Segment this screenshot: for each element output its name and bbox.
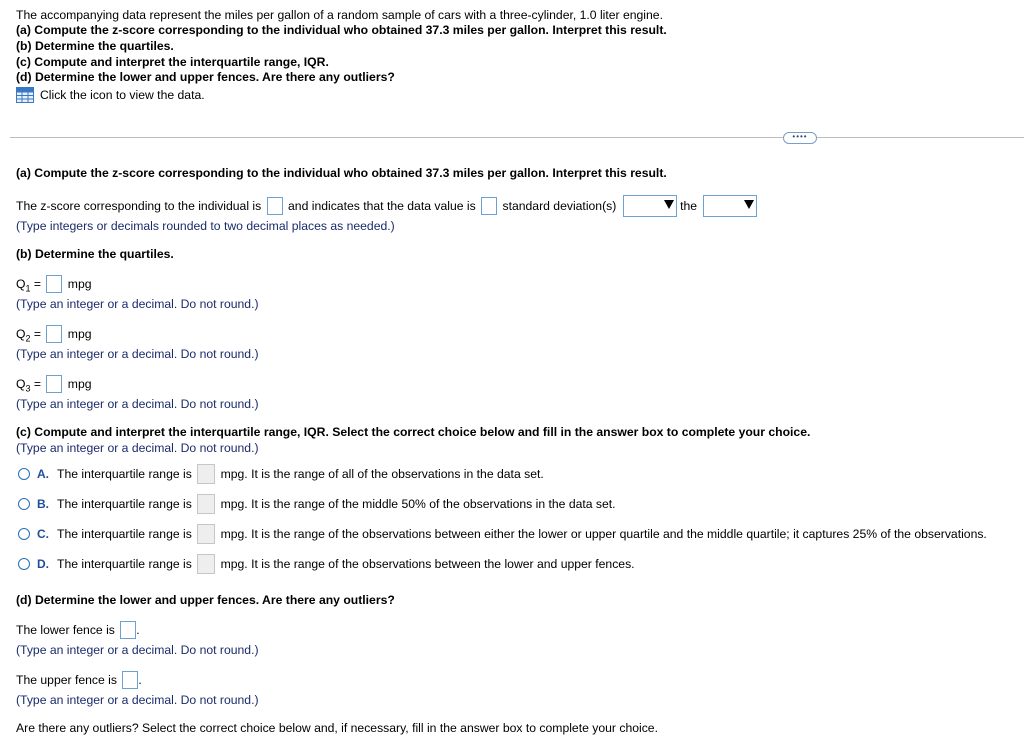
- q3-label: Q: [16, 377, 26, 392]
- q3-hint: (Type an integer or a decimal. Do not round.): [16, 397, 259, 411]
- iqr-input-d[interactable]: [197, 554, 215, 574]
- part-a-text2: and indicates that the data value is: [288, 199, 476, 214]
- lower-fence-input[interactable]: [120, 621, 136, 639]
- part-c-hint: (Type an integer or a decimal. Do not round.): [16, 441, 259, 455]
- q3-subscript: 3: [25, 383, 31, 394]
- section-divider: [10, 137, 1024, 138]
- iqr-choice-a[interactable]: [18, 465, 544, 485]
- iqr-input-b[interactable]: [197, 494, 215, 514]
- choice-prefix: The interquartile range is: [57, 497, 192, 512]
- outliers-question: Are there any outliers? Select the correct choice below and, if necessary, fill in the answer box to complete your choice.: [16, 721, 658, 735]
- problem-intro: The accompanying data represent the miles per gallon of a random sample of cars with a three-cylinder, 1.0 liter engine.: [16, 8, 663, 22]
- choice-suffix: mpg. It is the range of the observations between the lower and upper fences.: [220, 557, 635, 572]
- q1-equals: =: [33, 277, 42, 292]
- radio-button[interactable]: [18, 558, 30, 570]
- problem-item-a: (a) Compute the z-score corresponding to the individual who obtained 37.3 miles per gallon. Interpret this result.: [16, 23, 667, 37]
- choice-prefix: The interquartile range is: [57, 467, 192, 482]
- iqr-input-a[interactable]: [197, 464, 215, 484]
- problem-item-d: (d) Determine the lower and upper fences. Are there any outliers?: [16, 70, 395, 84]
- part-a-heading: (a) Compute the z-score corresponding to the individual who obtained 37.3 miles per gallon. Interpret this result.: [16, 166, 667, 180]
- choice-letter: A.: [37, 467, 49, 482]
- q2-hint: (Type an integer or a decimal. Do not round.): [16, 347, 259, 361]
- part-a-text1: The z-score corresponding to the individual is: [16, 199, 262, 214]
- radio-button[interactable]: [18, 498, 30, 510]
- chevron-down-icon: [664, 200, 674, 209]
- chevron-down-icon: [744, 200, 754, 209]
- std-dev-count-input[interactable]: [481, 197, 497, 215]
- data-table-icon[interactable]: [16, 87, 34, 103]
- q2-subscript: 2: [25, 333, 31, 344]
- radio-button[interactable]: [18, 468, 30, 480]
- q1-unit: mpg: [67, 277, 92, 292]
- upper-fence-period: .: [138, 673, 142, 688]
- q3-equals: =: [33, 377, 42, 392]
- choice-letter: D.: [37, 557, 49, 572]
- more-options-button[interactable]: ••••: [783, 132, 817, 144]
- q3-input[interactable]: [46, 375, 62, 393]
- part-c-heading: (c) Compute and interpret the interquartile range, IQR. Select the correct choice below and fill in the answer box to complete your choice.: [16, 425, 811, 439]
- lower-fence-hint: (Type an integer or a decimal. Do not round.): [16, 643, 259, 657]
- iqr-choice-b[interactable]: [18, 495, 616, 515]
- q1-line: [16, 276, 92, 294]
- view-data-link[interactable]: [16, 88, 205, 104]
- choice-prefix: The interquartile range is: [57, 557, 192, 572]
- q3-line: [16, 376, 92, 394]
- upper-fence-line: [16, 672, 142, 690]
- lower-fence-line: [16, 622, 140, 640]
- zscore-input[interactable]: [267, 197, 283, 215]
- choice-prefix: The interquartile range is: [57, 527, 192, 542]
- problem-item-b: (b) Determine the quartiles.: [16, 39, 174, 53]
- q2-equals: =: [33, 327, 42, 342]
- part-b-heading: (b) Determine the quartiles.: [16, 247, 174, 261]
- q1-subscript: 1: [25, 283, 31, 294]
- q1-hint: (Type an integer or a decimal. Do not round.): [16, 297, 259, 311]
- part-a-hint: (Type integers or decimals rounded to two decimal places as needed.): [16, 219, 395, 233]
- choice-suffix: mpg. It is the range of all of the observations in the data set.: [220, 467, 544, 482]
- upper-fence-input[interactable]: [122, 671, 138, 689]
- iqr-choice-d[interactable]: [18, 555, 635, 575]
- part-d-heading: (d) Determine the lower and upper fences. Are there any outliers?: [16, 593, 395, 607]
- q2-input[interactable]: [46, 325, 62, 343]
- above-below-select[interactable]: [623, 195, 677, 217]
- choice-suffix: mpg. It is the range of the middle 50% of the observations in the data set.: [220, 497, 616, 512]
- iqr-choice-c[interactable]: [18, 525, 987, 545]
- choice-letter: B.: [37, 497, 49, 512]
- part-a-text3: standard deviation(s): [502, 199, 617, 214]
- view-data-text[interactable]: Click the icon to view the data.: [40, 88, 205, 103]
- upper-fence-text: The upper fence is: [16, 673, 117, 688]
- part-a-text4: the: [680, 199, 698, 214]
- upper-fence-hint: (Type an integer or a decimal. Do not round.): [16, 693, 259, 707]
- lower-fence-text: The lower fence is: [16, 623, 115, 638]
- q1-label: Q: [16, 277, 26, 292]
- q1-input[interactable]: [46, 275, 62, 293]
- choice-suffix: mpg. It is the range of the observations between either the lower or upper quartile and the middle quartile; it captures 25% of the observations.: [220, 527, 987, 542]
- radio-button[interactable]: [18, 528, 30, 540]
- part-a-answer-line: [16, 196, 757, 218]
- q2-unit: mpg: [67, 327, 92, 342]
- q2-line: [16, 326, 92, 344]
- mean-select[interactable]: [703, 195, 757, 217]
- q2-label: Q: [16, 327, 26, 342]
- choice-letter: C.: [37, 527, 49, 542]
- iqr-input-c[interactable]: [197, 524, 215, 544]
- problem-item-c: (c) Compute and interpret the interquartile range, IQR.: [16, 55, 329, 69]
- q3-unit: mpg: [67, 377, 92, 392]
- lower-fence-period: .: [136, 623, 140, 638]
